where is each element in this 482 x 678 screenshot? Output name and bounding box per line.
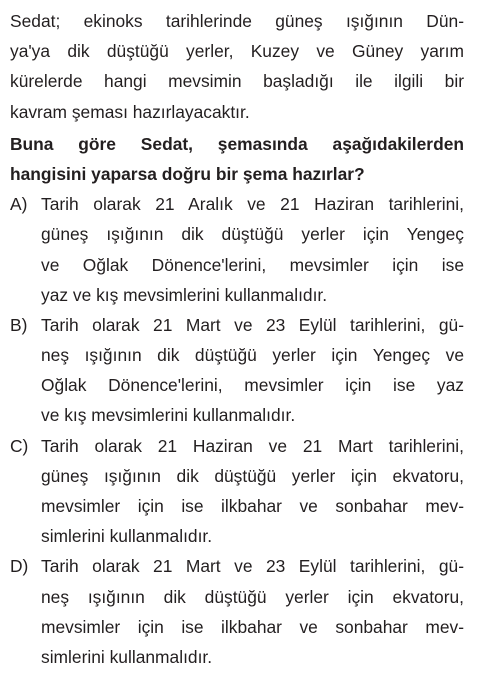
option-a[interactable] (10, 189, 464, 310)
option-letter: B) (10, 314, 28, 335)
question-line: hangisini yaparsa doğru bir şema hazırlar? (10, 163, 365, 184)
option-line: güneş ışığının dik düştüğü yerler için Yengeç (41, 224, 464, 245)
option-letter: D) (10, 556, 29, 577)
option-c[interactable] (10, 431, 464, 552)
option-line: simlerini kullanmalıdır. (41, 646, 213, 667)
option-line: simlerini kullanmalıdır. (41, 526, 213, 547)
option-line: yaz ve kış mevsimlerini kullanmalıdır. (41, 284, 328, 305)
stem-line: kavram şeması hazırlayacaktır. (10, 101, 250, 122)
option-line: Tarih olarak 21 Haziran ve 21 Mart tarihlerini, (41, 435, 464, 456)
question-stem (10, 6, 464, 127)
option-line: mevsimler için ise ilkbahar ve sonbahar mev- (41, 496, 464, 516)
option-line: güneş ışığının dik düştüğü yerler için ekvatoru, (41, 465, 464, 486)
option-line: Oğlak Dönence'lerini, mevsimler için ise yaz (41, 375, 464, 396)
option-letter: A) (10, 194, 28, 215)
option-line: mevsimler için ise ilkbahar ve sonbahar mev- (41, 616, 464, 637)
question-line: Buna göre Sedat, şemasında aşağıdakilerden (10, 133, 464, 154)
option-line: Tarih olarak 21 Aralık ve 21 Haziran tarihlerini, (41, 194, 464, 215)
option-line: neş ışığının dik düştüğü yerler için ekvatoru, (41, 586, 464, 607)
option-d[interactable] (10, 551, 464, 672)
stem-line: kürelerde hangi mevsimin başladığı ile ilgili bir (10, 71, 464, 92)
option-line: Tarih olarak 21 Mart ve 23 Eylül tarihlerini, gü- (41, 556, 464, 577)
option-line: ve Oğlak Dönence'lerini, mevsimler için ise (41, 254, 464, 275)
option-b[interactable] (10, 310, 464, 431)
option-line: neş ışığının dik düştüğü yerler için Yengeç ve (41, 345, 464, 366)
option-line: ve kış mevsimlerini kullanmalıdır. (41, 405, 296, 426)
option-line: Tarih olarak 21 Mart ve 23 Eylül tarihlerini, gü- (41, 314, 464, 335)
option-letter: C) (10, 435, 29, 456)
stem-line: ya'ya dik düştüğü yerler, Kuzey ve Güney yarım (10, 41, 464, 62)
stem-line: Sedat; ekinoks tarihlerinde güneş ışığının Dün- (10, 11, 464, 31)
question-prompt (10, 129, 464, 189)
